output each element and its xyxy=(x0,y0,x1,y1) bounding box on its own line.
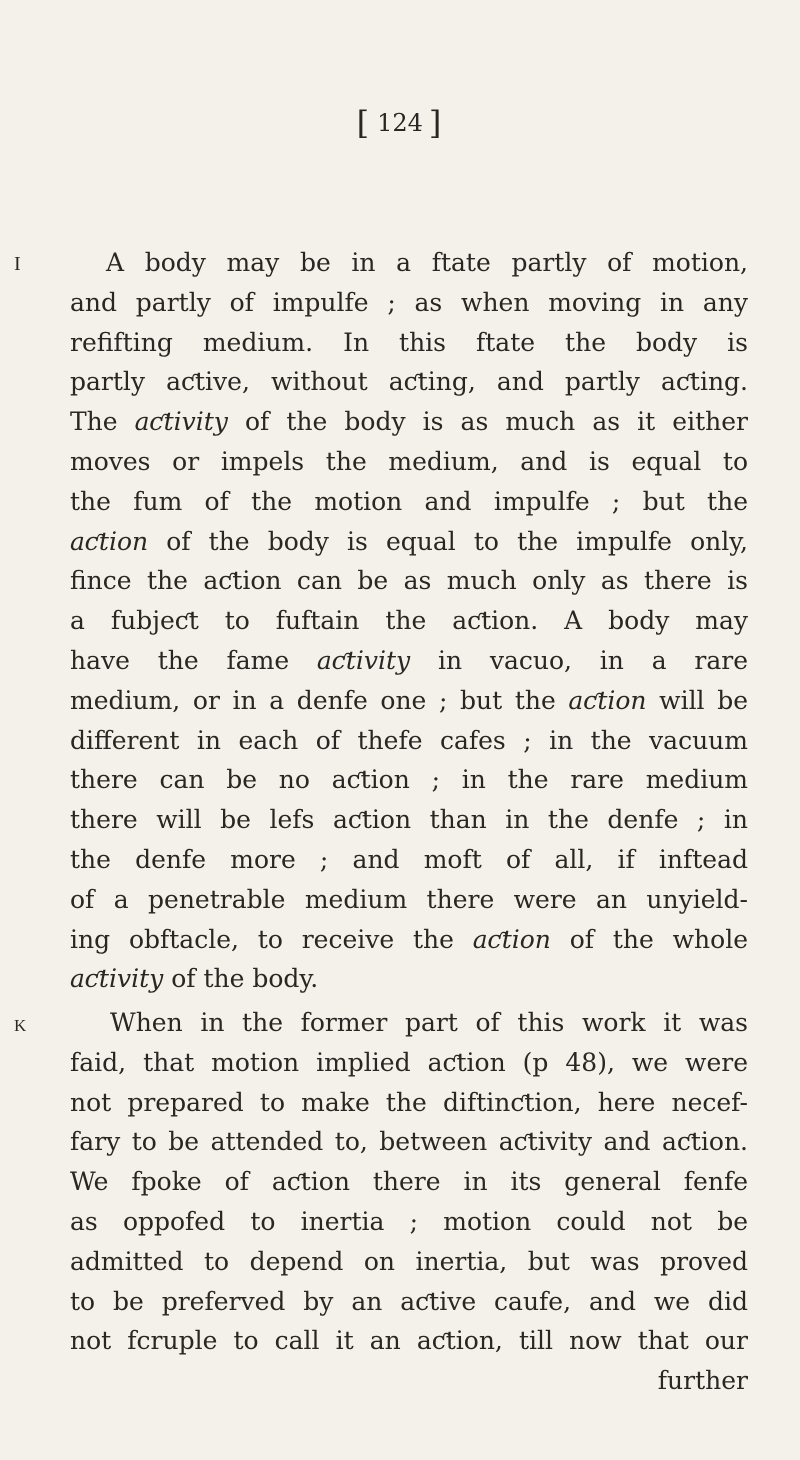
text-line xyxy=(70,1122,748,1162)
line-text: have the fame xyxy=(70,645,317,675)
text-line xyxy=(70,283,748,323)
margin-marker-k: K xyxy=(14,1016,27,1035)
text-line xyxy=(70,800,748,840)
text-line xyxy=(70,1162,748,1202)
header-close-bracket: ] xyxy=(428,104,444,142)
text-line xyxy=(70,442,748,482)
text-line xyxy=(70,681,748,721)
line-text: moves or impels the medium, and is equal to xyxy=(70,446,748,476)
text-line xyxy=(70,1083,748,1123)
text-line xyxy=(70,561,748,601)
page-number: 124 xyxy=(377,109,423,137)
line-text: not fcruple to call it an aƈtion, till now that our xyxy=(70,1326,748,1356)
line-text: A body may be in a ftate partly of motion, xyxy=(106,248,748,277)
line-text: When in the former part of this work it was xyxy=(110,1008,748,1037)
text-line xyxy=(70,1361,748,1401)
line-text: the denfe more ; and moft of all, if inftead xyxy=(70,844,748,874)
line-text: We fpoke of aƈtion there in its general fenfe xyxy=(70,1167,748,1197)
text-line xyxy=(70,920,748,960)
text-line xyxy=(70,1282,748,1322)
text-line xyxy=(70,1003,748,1043)
text-line xyxy=(70,1043,748,1083)
italic-term: aƈtion xyxy=(70,526,149,556)
line-text: as oppofed to inertia ; motion could not be xyxy=(70,1206,748,1236)
line-text: refifting medium. In this ftate the body is xyxy=(70,327,748,357)
line-text: to be preferved by an aƈtive caufe, and we did xyxy=(70,1286,748,1316)
text-line xyxy=(70,1321,748,1361)
italic-term: aƈtivity xyxy=(316,645,411,675)
line-text: a fubjeƈt to fuftain the aƈtion. A body may xyxy=(70,606,748,636)
margin-marker-i: I xyxy=(14,253,21,275)
italic-term: aƈtion xyxy=(472,924,551,954)
text-line xyxy=(70,1202,748,1242)
line-text: admitted to depend on inertia, but was proved xyxy=(70,1246,748,1276)
line-text: and partly of impulfe ; as when moving in any xyxy=(70,287,748,317)
text-line xyxy=(70,243,748,283)
italic-term: aƈtivity xyxy=(134,407,228,437)
text-line xyxy=(70,482,748,522)
line-text: ing obftacle, to receive the xyxy=(70,924,473,954)
text-line xyxy=(70,840,748,880)
line-text: different in each of thefe cafes ; in the vacuum xyxy=(70,725,748,755)
text-line xyxy=(70,522,748,562)
text-line xyxy=(70,959,748,999)
line-text: fary to be attended to, between aƈtivity and aƈtion. xyxy=(70,1127,748,1157)
line-text: of the body is equal to the impulfe only, xyxy=(148,526,748,556)
text-line xyxy=(70,402,748,442)
line-text: of the whole xyxy=(550,924,748,954)
line-text: faid, that motion implied aƈtion (p 48), we were xyxy=(70,1047,748,1077)
text-line xyxy=(70,601,748,641)
page-header xyxy=(0,104,800,142)
text-line xyxy=(70,1242,748,1282)
text-line xyxy=(70,760,748,800)
text-line xyxy=(70,362,748,402)
line-text: further xyxy=(657,1366,748,1396)
line-text: will be xyxy=(646,685,748,715)
text-line xyxy=(70,721,748,761)
text-line xyxy=(70,323,748,363)
line-text: of the body is as much as it either xyxy=(227,407,748,437)
paragraph-k xyxy=(70,1003,748,1401)
italic-term: aƈtion xyxy=(568,685,647,715)
italic-term: aƈtivity xyxy=(70,964,164,994)
line-text: there can be no aƈtion ; in the rare medium xyxy=(70,765,748,795)
text-line xyxy=(70,880,748,920)
line-text: fince the aƈtion can be as much only as there is xyxy=(70,566,748,596)
line-text: in vacuo, in a rare xyxy=(410,645,748,675)
line-text: not prepared to make the diftinƈtion, here necef- xyxy=(70,1087,748,1117)
text-line xyxy=(70,641,748,681)
header-open-bracket: [ xyxy=(356,104,372,142)
line-text: the fum of the motion and impulfe ; but the xyxy=(70,486,748,516)
line-text: of the body. xyxy=(163,964,319,994)
line-text: of a penetrable medium there were an unyield- xyxy=(70,884,748,914)
line-text: there will be lefs aƈtion than in the denfe ; in xyxy=(70,805,748,835)
paragraph-i xyxy=(70,243,748,999)
line-text: The xyxy=(70,407,135,437)
line-text: partly aƈtive, without aƈting, and partly aƈting. xyxy=(70,367,748,397)
line-text: medium, or in a denfe one ; but the xyxy=(70,685,569,715)
